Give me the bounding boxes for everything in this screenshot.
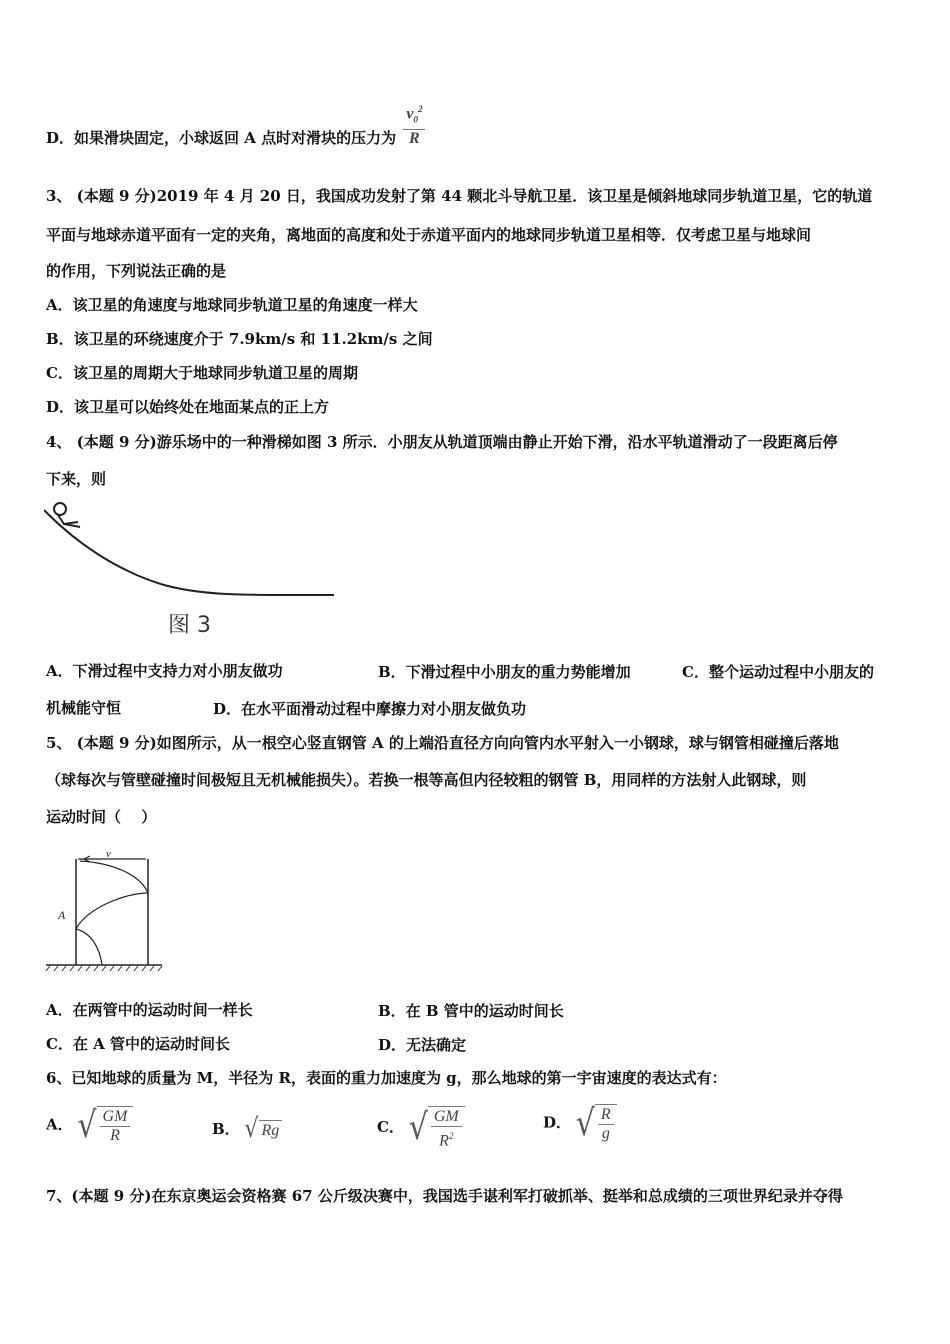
q6-option-d-label: D．	[543, 1113, 572, 1132]
q6-option-c	[377, 1106, 465, 1150]
q3-stem-line-3: 的作用，下列说法正确的是	[46, 262, 227, 280]
q6-option-a	[46, 1103, 133, 1146]
child-head-icon	[54, 503, 66, 515]
q2-fraction	[403, 100, 425, 148]
radical-icon: √	[244, 1114, 259, 1145]
q5-stem-line-2: （球每次与管壁碰撞时间极短且无机械能损失）。若换一根等高但内径较粗的钢管 B，用同样的方法射人此钢球，则	[46, 771, 807, 789]
q7-stem-line-1: 7、(本题 9 分)在东京奥运会资格赛 67 公斤级决赛中，我国选手谌利军打破抓举、挺举和总成绩的三项世界纪录并夺得	[46, 1187, 843, 1205]
tube-figure	[44, 845, 164, 973]
q2-fraction-denominator: R	[409, 129, 420, 147]
q5-option-d: D．无法确定	[378, 1036, 467, 1054]
q3-stem-line-2: 平面与地球赤道平面有一定的夹角，离地面的高度和处于赤道平面内的地球同步轨道卫星相等．仅考虑卫星与地球间	[46, 226, 812, 244]
q2-option-d	[46, 104, 425, 148]
q6-option-b-label: B．	[212, 1120, 240, 1138]
q6-option-d-denominator: g	[601, 1125, 610, 1142]
q4-option-d: D．在水平面滑动过程中摩擦力对小朋友做负功	[213, 700, 527, 718]
q6-option-a-numerator: GM	[100, 1108, 131, 1127]
q2-option-d-text: D．如果滑块固定，小球返回 A 点时对滑块的压力为	[46, 129, 397, 147]
slide-track	[48, 514, 334, 595]
q6-option-d-sqrt	[575, 1101, 617, 1144]
q5-option-b: B．在 B 管中的运动时间长	[378, 1002, 564, 1020]
q4-option-c: C．整个运动过程中小朋友的	[682, 663, 874, 681]
q6-option-b-body: Rg	[259, 1120, 283, 1140]
q6-option-a-sqrt	[77, 1103, 133, 1146]
radical-icon: √	[77, 1103, 97, 1146]
q5-option-a: A．在两管中的运动时间一样长	[46, 1001, 253, 1019]
q6-option-d-numerator: R	[598, 1106, 614, 1125]
q3-stem-line-1: 3、 (本题 9 分)2019 年 4 月 20 日，我国成功发射了第 44 颗北斗导航卫星．该卫星是倾斜地球同步轨道卫星，它的轨道	[46, 187, 873, 205]
q3-option-c: C．该卫星的周期大于地球同步轨道卫星的周期	[46, 364, 358, 382]
q4-option-b: B．下滑过程中小朋友的重力势能增加	[378, 663, 631, 681]
q4-option-a: A．下滑过程中支持力对小朋友做功	[46, 662, 283, 680]
q4-option-c-continued: 机械能守恒	[46, 699, 122, 717]
q6-option-a-denominator: R	[110, 1127, 120, 1144]
q3-option-d: D．该卫星可以始终处在地面某点的正上方	[46, 398, 330, 416]
q6-option-c-numerator: GM	[431, 1108, 462, 1127]
trajectory-3	[76, 929, 102, 965]
q6-option-c-sqrt	[409, 1106, 465, 1150]
q4-stem-line-2: 下来，则	[46, 470, 107, 488]
q6-option-c-denominator: $R^2$	[439, 1131, 454, 1150]
trajectory-1	[80, 861, 148, 893]
velocity-label: v	[106, 848, 111, 860]
q6-option-b	[212, 1114, 282, 1145]
q4-stem-line-1: 4、 (本题 9 分)游乐场中的一种滑梯如图 3 所示．小朋友从轨道顶端由静止开始下滑，沿水平轨道滑动了一段距离后停	[46, 433, 838, 451]
radical-icon: √	[575, 1101, 595, 1144]
q6-option-b-sqrt	[244, 1114, 282, 1145]
radical-icon: √	[408, 1106, 428, 1149]
q6-option-a-label: A．	[46, 1115, 73, 1134]
q5-stem-line-3: 运动时间（ ）	[46, 808, 157, 826]
q2-fraction-numerator: $v_0^2$	[403, 100, 425, 130]
q6-stem: 6、已知地球的质量为 M，半径为 R，表面的重力加速度为 g，那么地球的第一宇宙速度的表达式有：	[46, 1069, 727, 1087]
figure-3-caption: 图 3	[168, 613, 211, 638]
q6-option-c-label: C．	[377, 1118, 404, 1137]
q3-option-a: A．该卫星的角速度与地球同步轨道卫星的角速度一样大	[46, 296, 418, 314]
q6-option-d	[543, 1101, 617, 1144]
tube-label-a: A	[58, 908, 66, 922]
trajectory-2	[76, 893, 148, 929]
q5-option-c: C．在 A 管中的运动时间长	[46, 1035, 231, 1053]
slide-top	[44, 510, 48, 514]
q5-stem-line-1: 5、 (本题 9 分)如图所示，从一根空心竖直钢管 A 的上端沿直径方向向管内水平射入一小钢球，球与钢管相碰撞后落地	[46, 734, 839, 752]
q3-option-b: B．该卫星的环绕速度介于 7.9km/s 和 11.2km/s 之间	[46, 330, 433, 348]
ground-hatch	[46, 966, 162, 971]
